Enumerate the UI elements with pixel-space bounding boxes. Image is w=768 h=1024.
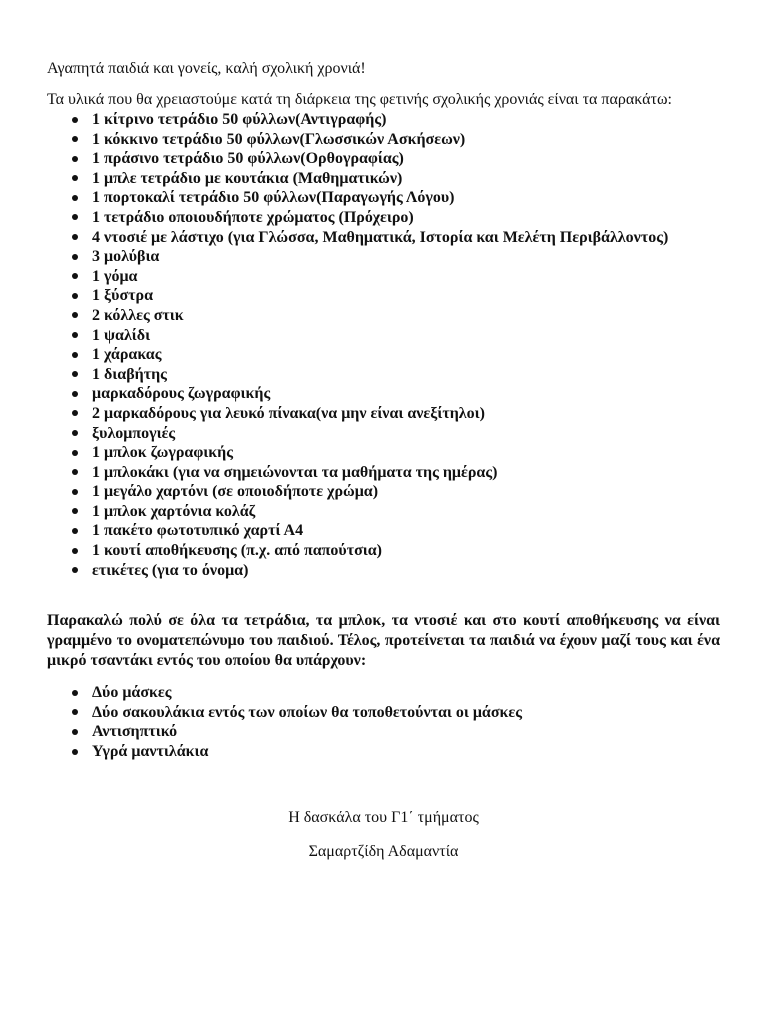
list-item: 1 γόμα (47, 267, 720, 287)
list-item: 1 πράσινο τετράδιο 50 φύλλων(Ορθογραφίας) (47, 149, 720, 169)
list-item: ετικέτες (για το όνομα) (47, 561, 720, 581)
list-item: 1 μπλοκ χαρτόνια κολάζ (47, 502, 720, 522)
list-item: 1 χάρακας (47, 345, 720, 365)
list-item: Αντισηπτικό (47, 722, 720, 742)
labeling-note: Παρακαλώ πολύ σε όλα τα τετράδια, τα μπλοκ, τα ντοσιέ και στο κουτί αποθήκευσης να είναι γραμμένο το ονοματεπώνυμο του παιδιού. Τέλος, προτείνεται τα παιδιά να έχουν μαζί τους και ένα μικρό τσαντάκι εντός του οποίου θα υπάρχουν: (47, 612, 720, 670)
list-item: 1 μεγάλο χαρτόνι (σε οποιοδήποτε χρώμα) (47, 482, 720, 502)
greeting: Αγαπητά παιδιά και γονείς, καλή σχολική χρονιά! (47, 60, 366, 77)
list-item: 1 πακέτο φωτοτυπικό χαρτί Α4 (47, 521, 720, 541)
list-item: Δύο μάσκες (47, 683, 720, 703)
list-item: 1 μπλοκάκι (για να σημειώνονται τα μαθήματα της ημέρας) (47, 463, 720, 483)
signature-name: Σαμαρτζίδη Αδαμαντία (308, 842, 459, 860)
intro-paragraph: Τα υλικά που θα χρειαστούμε κατά τη διάρκεια της φετινής σχολικής χρονιάς είναι τα παρακάτω: (47, 91, 672, 108)
list-item: 1 πορτοκαλί τετράδιο 50 φύλλων(Παραγωγής Λόγου) (47, 188, 720, 208)
list-item: Δύο σακουλάκια εντός των οποίων θα τοποθετούνται οι μάσκες (47, 703, 720, 723)
list-item: 4 ντοσιέ με λάστιχο (για Γλώσσα, Μαθηματικά, Ιστορία και Μελέτη Περιβάλλοντος) (47, 228, 720, 248)
list-item: 1 μπλε τετράδιο με κουτάκια (Μαθηματικών) (47, 169, 720, 189)
list-item: 1 ψαλίδι (47, 326, 720, 346)
list-item: 3 μολύβια (47, 247, 720, 267)
list-item: 1 κίτρινο τετράδιο 50 φύλλων(Αντιγραφής) (47, 110, 720, 130)
signature-role: Η δασκάλα του Γ1΄ τμήματος (288, 808, 479, 826)
list-item: 1 ξύστρα (47, 286, 720, 306)
list-item: 1 κόκκινο τετράδιο 50 φύλλων(Γλωσσικών Ασκήσεων) (47, 130, 720, 150)
list-item: 1 κουτί αποθήκευσης (π.χ. από παπούτσια) (47, 541, 720, 561)
list-item: 1 τετράδιο οποιουδήποτε χρώματος (Πρόχειρο) (47, 208, 720, 228)
document-page (47, 58, 720, 862)
pouch-items-list (47, 683, 720, 761)
list-item: 2 κόλλες στικ (47, 306, 720, 326)
list-item: 2 μαρκαδόρους για λευκό πίνακα(να μην είναι ανεξίτηλοι) (47, 404, 720, 424)
list-item: 1 διαβήτης (47, 365, 720, 385)
list-item: Υγρά μαντιλάκια (47, 742, 720, 762)
list-item: ξυλομπογιές (47, 424, 720, 444)
list-item: 1 μπλοκ ζωγραφικής (47, 443, 720, 463)
list-item: μαρκαδόρους ζωγραφικής (47, 384, 720, 404)
supplies-list (47, 110, 720, 580)
